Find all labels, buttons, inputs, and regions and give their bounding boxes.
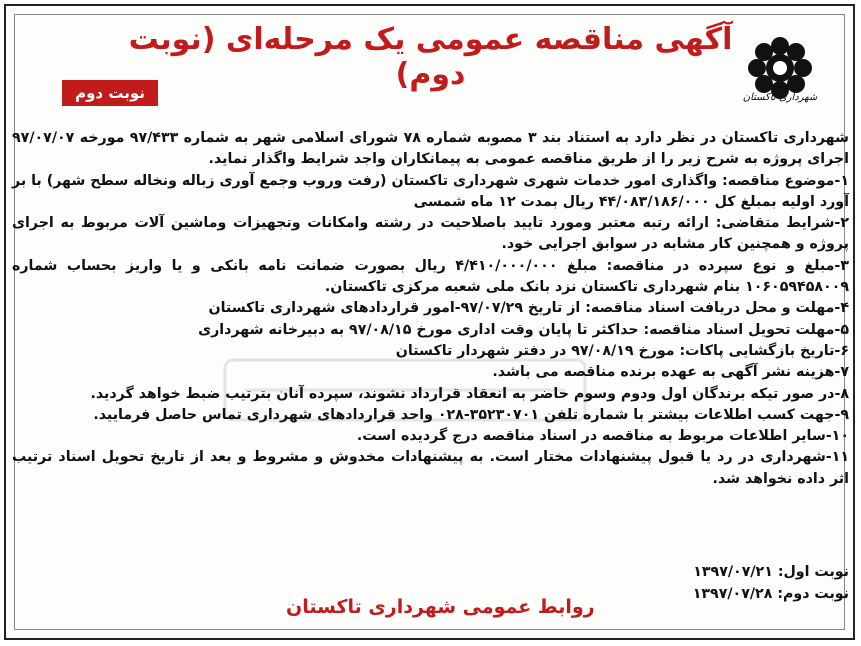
paragraph-item-6: ۶-تاریخ بازگشایی پاکات: مورخ ۹۷/۰۸/۱۹ در دفتر شهردار تاکستان [395,342,849,359]
notice-title: آگهی مناقصه عمومی یک مرحله‌ای (نوبت دوم) [128,22,733,92]
signature: روابط عمومی شهرداری تاکستان [286,596,595,618]
paragraph-item-2: ۲-شرایط متقاضی: ارائه رتبه معتبر ومورد تایید باصلاحیت در رشته وامکانات وتجهیزات وماشین آلات مربوط به اجرای پروژه و همچنین کار مشابه در سوابق اجرایی خود. [12,215,849,253]
paragraph-item-5: ۵-مهلت تحویل اسناد مناقصه: حداکثر تا پایان وقت اداری مورخ ۹۷/۰۸/۱۵ به دبیرخانه شهرداری [198,321,849,338]
paragraph-item-1: ۱-موضوع مناقصه: واگذاری امور خدمات شهری شهرداری تاکستان (رفت وروب وجمع آوری زباله ونخاله سطح شهر) با بر آورد اولیه بمبلغ کل ۴۴/۰۸۳/۱۸۶/۰۰۰ ریال بمدت ۱۲ ماه شمسی [12,172,849,210]
notice-header [0,0,861,118]
paragraph-item-4: ۴-مهلت و محل دریافت اسناد مناقصه: از تاریخ ۹۷/۰۷/۲۹-امور قراردادهای شهرداری تاکستان [208,300,849,317]
logo-caption: شهرداری تاکستان [742,92,818,103]
paragraph-intro: شهرداری تاکستان در نظر دارد به استناد بند ۳ مصوبه شماره ۷۸ شورای اسلامی شهر به شماره ۹۷/۴۳۳ مورخه ۹۷/۰۷/۰۷ اجرای پروژه به شرح زیر را از طریق مناقصه عمومی به پیمانکاران واجد شرایط واگذار نماید. [12,130,850,168]
paragraph-item-9: ۹-جهت کسب اطلاعات بیشتر با شماره تلفن ۳۵۲۳۰۷۰۱-۰۲۸ واحد قراردادهای شهرداری تماس حاصل فرمایید. [93,406,849,423]
paragraph-item-3: ۳-مبلغ و نوع سپرده در مناقصه: مبلغ ۴/۴۱۰/۰۰۰/۰۰۰ ریال بصورت ضمانت نامه بانکی و یا واریز بحساب شماره ۱۰۶۰۵۹۴۵۸۰۰۹ بنام شهرداری تاکستان نزد بانک ملی شعبه مرکزی تاکستان. [12,257,849,296]
paragraph-item-11: ۱۱-شهرداری در رد یا قبول پیشنهادات مختار است. به پیشنهادات مخدوش و مشروط و بعد از تاریخ تحویل اسناد ترتیب اثر داده نخواهد شد. [12,449,849,487]
publication-dates [693,561,849,605]
second-round-date: نوبت دوم: ۱۳۹۷/۰۷/۲۸ [692,586,849,602]
round-badge: نوبت دوم [62,80,158,106]
paragraph-item-8: ۸-در صور تیکه برندگان اول ودوم وسوم حاضر به انعقاد قرارداد نشوند، سپرده آنان بترتیب ضبط خواهد گردید. [90,385,849,402]
paragraph-item-10: ۱۰-سایر اطلاعات مربوط به مناقصه در اسناد مناقصه درج گردیده است. [356,428,849,445]
paragraph-item-7: ۷-هزینه نشر آگهی به عهده برنده مناقصه می باشد. [492,364,849,381]
first-round-date: نوبت اول: ۱۳۹۷/۰۷/۲۱ [693,564,849,580]
notice-body [12,128,849,490]
